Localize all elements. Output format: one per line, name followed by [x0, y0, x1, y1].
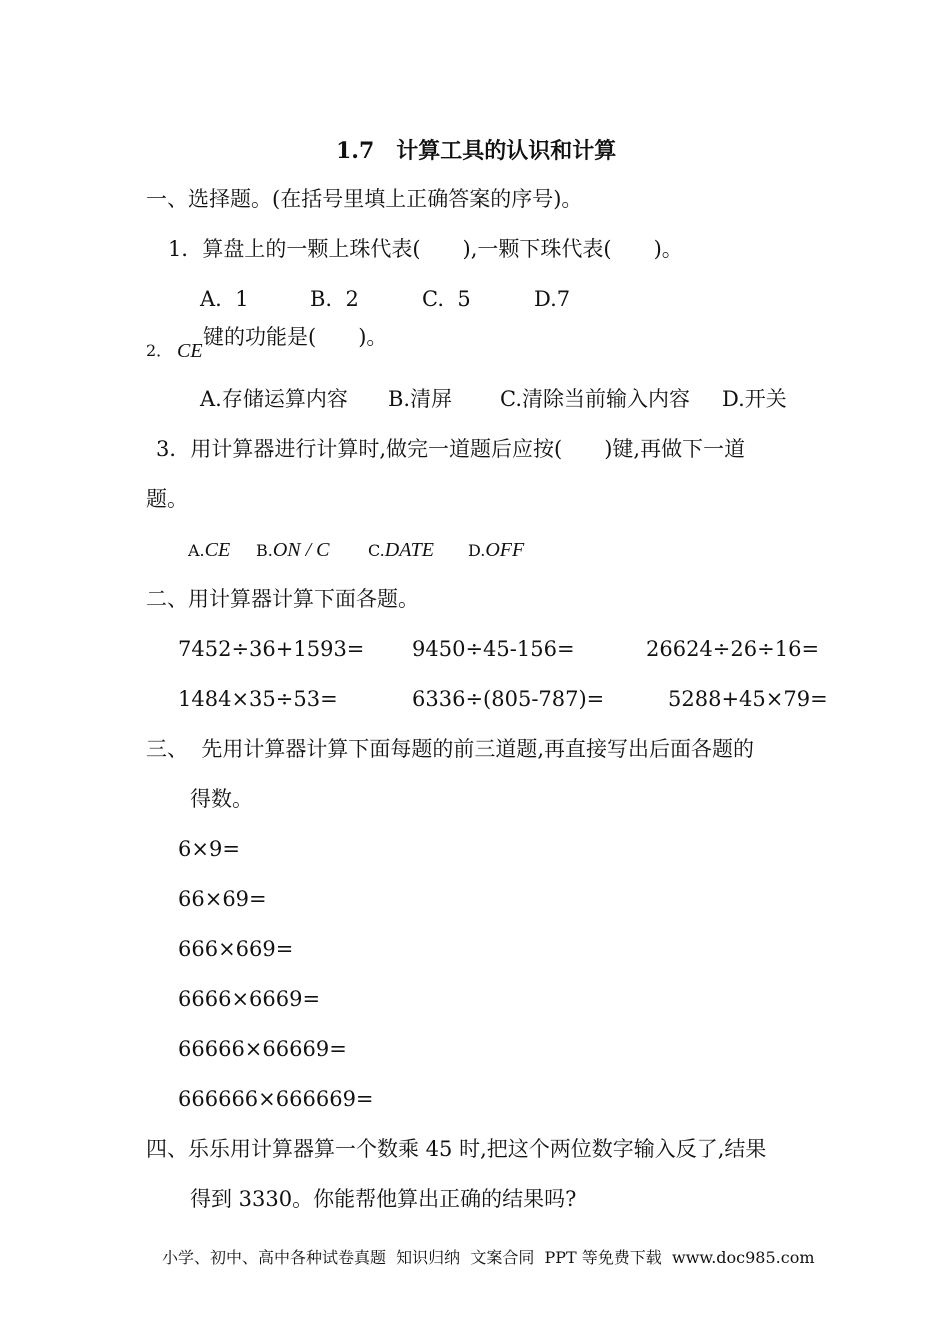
- s2-problem-6: 5288+45×79=: [668, 687, 828, 711]
- s2-problem-3: 26624÷26÷16=: [646, 637, 820, 661]
- q3-option-d: [468, 534, 524, 566]
- q2-option-d: D.开关: [722, 387, 787, 411]
- q2-option-c: C.清除当前输入内容: [500, 387, 690, 411]
- q2-option-b: B.清屏: [388, 387, 453, 411]
- s3-problem-4: 6666×6669=: [178, 987, 321, 1011]
- q3-option-d-letter: D.: [468, 541, 486, 560]
- section4-line2: 得到 3330。你能帮他算出正确的结果吗?: [190, 1187, 577, 1211]
- q2-option-a: A.存储运算内容: [200, 387, 348, 411]
- q1-option-d: D.7: [534, 287, 571, 311]
- q3-option-c-key: DATE: [384, 539, 435, 561]
- s2-problem-5: 6336÷(805-787)=: [412, 687, 605, 711]
- section2-heading: 二、用计算器计算下面各题。: [146, 587, 419, 611]
- question-2-text: 键的功能是( )。: [203, 325, 388, 349]
- q3-option-c-letter: C.: [368, 541, 385, 560]
- s2-problem-2: 9450÷45-156=: [412, 637, 575, 661]
- q3-option-b: [256, 534, 330, 566]
- q3-option-a-key: CE: [204, 539, 231, 561]
- s3-problem-6: 666666×666669=: [178, 1087, 374, 1111]
- q3-option-b-key: ON / C: [272, 539, 330, 561]
- section4-line1: 四、乐乐用计算器算一个数乘 45 时,把这个两位数字输入反了,结果: [146, 1137, 767, 1161]
- section3-heading-line2: 得数。: [190, 787, 253, 811]
- s3-problem-5: 66666×66669=: [178, 1037, 347, 1061]
- s3-problem-3: 666×669=: [178, 937, 294, 961]
- section3-heading-line1: 三、 先用计算器计算下面每题的前三道题,再直接写出后面各题的: [146, 737, 755, 761]
- s2-problem-4: 1484×35÷53=: [178, 687, 338, 711]
- q3-option-d-key: OFF: [485, 539, 525, 561]
- question-1: 1．算盘上的一颗上珠代表( ),一颗下珠代表( )。: [168, 237, 683, 261]
- page-title: 1.7 计算工具的认识和计算: [336, 138, 617, 164]
- q3-option-c: [368, 534, 434, 566]
- section1-heading: 一、选择题。(在括号里填上正确答案的序号)。: [146, 187, 583, 211]
- s3-problem-2: 66×69=: [178, 887, 267, 911]
- s2-problem-1: 7452÷36+1593=: [178, 637, 365, 661]
- question-2-key: CE: [177, 340, 203, 362]
- q1-option-c: C. 5: [422, 287, 471, 311]
- q1-option-a: A. 1: [200, 287, 249, 311]
- footer-left-text: 小学、初中、高中各种试卷真题 知识归纳 文案合同 PPT 等免费下载: [162, 1248, 662, 1267]
- question-3-line1: 3．用计算器进行计算时,做完一道题后应按( )键,再做下一道: [156, 437, 746, 461]
- q3-option-a-letter: A.: [188, 541, 205, 560]
- q3-option-b-letter: B.: [256, 541, 273, 560]
- q1-option-b: B. 2: [310, 287, 359, 311]
- q3-option-a: [188, 534, 230, 566]
- question-2-number: 2．: [146, 341, 173, 360]
- question-3-line2: 题。: [146, 487, 188, 511]
- footer-website[interactable]: www.doc985.com: [672, 1248, 815, 1267]
- s3-problem-1: 6×9=: [178, 837, 240, 861]
